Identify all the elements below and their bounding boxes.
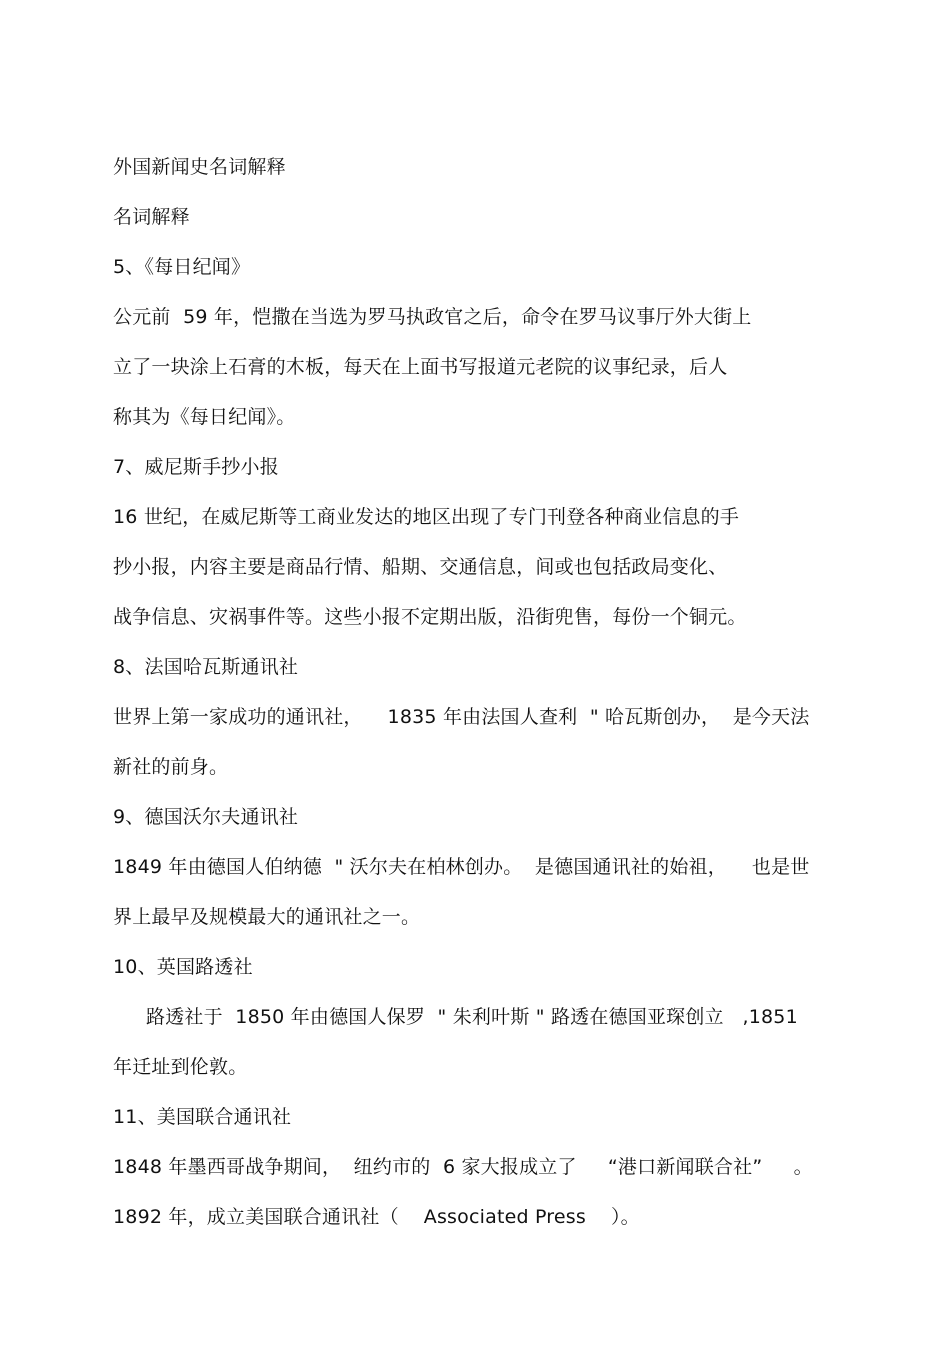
entry-heading: 9、德国沃尔夫通讯社 [113,806,299,828]
entry-text: 1848 年墨西哥战争期间， 纽约市的 6 家大报成立了 “港口新闻联合社” 。 [113,1156,813,1178]
entry-text: 年迁址到伦敦。 [113,1056,248,1078]
entry-heading: 5、《每日纪闻》 [113,256,251,278]
entry-text: 世界上第一家成功的通讯社， 1835 年由法国人查利 " 哈瓦斯创办， 是今天法 [113,706,810,728]
entry-text: 战争信息、灾祸事件等。这些小报不定期出版，沿街兜售，每份一个铜元。 [113,606,747,628]
entry-text: 1892 年，成立美国联合通讯社（ Associated Press ）。 [113,1206,640,1228]
entry-text: 抄小报，内容主要是商品行情、船期、交通信息，间或也包括政局变化、 [113,556,728,578]
entry-text: 1849 年由德国人伯纳德 " 沃尔夫在柏林创办。 是德国通讯社的始祖， 也是世 [113,856,810,878]
entry-text: 称其为《每日纪闻》。 [113,406,296,428]
entry-text: 路透社于 1850 年由德国人保罗 " 朱利叶斯 " 路透在德国亚琛创立 ,1851 [146,1006,798,1028]
doc-subtitle: 名词解释 [113,206,190,228]
entry-heading: 7、威尼斯手抄小报 [113,456,279,478]
entry-text: 公元前 59 年，恺撒在当选为罗马执政官之后，命令在罗马议事厅外大街上 [113,306,752,328]
entry-text: 新社的前身。 [113,756,229,778]
entry-text: 16 世纪，在威尼斯等工商业发达的地区出现了专门刊登各种商业信息的手 [113,506,740,528]
entry-heading: 10、英国路透社 [113,956,253,978]
entry-text: 立了一块涂上石膏的木板，每天在上面书写报道元老院的议事纪录，后人 [113,356,728,378]
entry-heading: 8、法国哈瓦斯通讯社 [113,656,299,678]
entry-text: 界上最早及规模最大的通讯社之一。 [113,906,421,928]
entry-heading: 11、美国联合通讯社 [113,1106,292,1128]
doc-title: 外国新闻史名词解释 [113,156,286,178]
